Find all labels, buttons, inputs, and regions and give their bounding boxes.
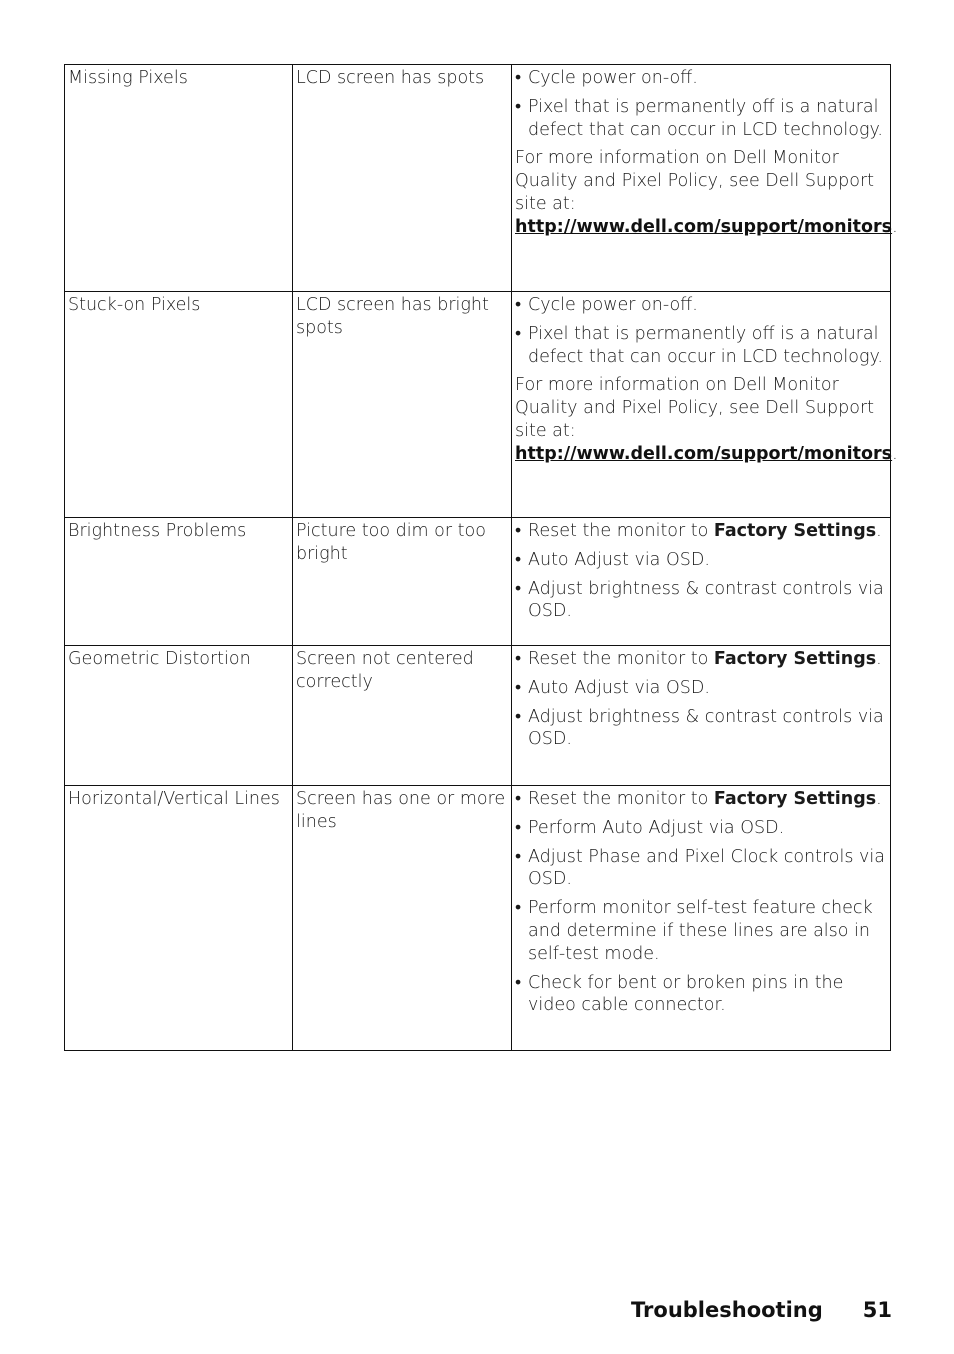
dell-support-link[interactable]: http://www.dell.com/support/monitors: [515, 443, 893, 464]
page-footer: [631, 1298, 892, 1322]
reset-suffix: .: [876, 789, 882, 809]
solution-cell: [512, 65, 898, 292]
solution-item: • Auto Adjust via OSD.: [515, 549, 887, 572]
solution-cell: [512, 646, 891, 786]
solution-item: • Cycle power on-off.: [515, 67, 887, 90]
more-info-label: For more information on Dell Monitor Quality and Pixel Policy, see Dell Support site at:: [515, 375, 875, 441]
symptom-cell: Picture too dim or too bright: [293, 518, 512, 646]
common-problem-cell: Brightness Problems: [65, 518, 293, 646]
table-row: [65, 518, 891, 646]
common-problem-cell: Geometric Distortion: [65, 646, 293, 786]
troubleshooting-table: [64, 64, 898, 1051]
solution-list: [515, 648, 887, 751]
solution-item: • Adjust Phase and Pixel Clock controls via OSD.: [515, 846, 887, 892]
common-problem-cell: Missing Pixels: [65, 65, 293, 292]
solution-item: [515, 648, 887, 671]
solution-cell: [512, 518, 891, 646]
reset-prefix: Reset the monitor to: [528, 789, 714, 809]
solution-item: • Perform monitor self-test feature check and determine if these lines are also in self-test mode.: [515, 897, 887, 965]
symptom-cell: LCD screen has bright spots: [293, 292, 512, 518]
table-row: [65, 65, 891, 292]
solution-item: [515, 520, 887, 543]
solution-item: • Pixel that is permanently off is a natural defect that can occur in LCD technology.: [515, 323, 887, 369]
solution-item: • Adjust brightness & contrast controls via OSD.: [515, 706, 887, 752]
table-row: [65, 786, 891, 1051]
factory-settings-label: Factory Settings: [713, 789, 877, 809]
solution-list: [515, 294, 887, 368]
solution-item: • Perform Auto Adjust via OSD.: [515, 817, 887, 840]
common-problem-cell: Stuck-on Pixels: [65, 292, 293, 518]
solution-item: • Cycle power on-off.: [515, 294, 887, 317]
more-info-text: [515, 374, 898, 465]
solution-item: • Auto Adjust via OSD.: [515, 677, 887, 700]
solution-list: [515, 67, 887, 141]
reset-suffix: .: [876, 649, 882, 669]
link-suffix: .: [892, 443, 898, 464]
symptom-cell: Screen has one or more lines: [293, 786, 512, 1051]
page-number: 51: [862, 1298, 892, 1322]
link-suffix: .: [892, 216, 898, 237]
solution-cell: [512, 786, 891, 1051]
solution-cell: [512, 292, 898, 518]
solution-item: [515, 788, 887, 811]
solution-list: [515, 520, 887, 623]
symptom-cell: LCD screen has spots: [293, 65, 512, 292]
reset-suffix: .: [876, 521, 882, 541]
common-problem-cell: Horizontal/Vertical Lines: [65, 786, 293, 1051]
more-info-label: For more information on Dell Monitor Quality and Pixel Policy, see Dell Support site at:: [515, 148, 875, 214]
table-row: [65, 292, 891, 518]
section-title: Troubleshooting: [631, 1298, 823, 1322]
solution-item: • Check for bent or broken pins in the video cable connector.: [515, 972, 887, 1018]
solution-list: [515, 788, 887, 1017]
solution-item: • Pixel that is permanently off is a natural defect that can occur in LCD technology.: [515, 96, 887, 142]
solution-item: • Adjust brightness & contrast controls via OSD.: [515, 578, 887, 624]
table-row: [65, 646, 891, 786]
dell-support-link[interactable]: http://www.dell.com/support/monitors: [515, 216, 893, 237]
factory-settings-label: Factory Settings: [713, 649, 877, 669]
symptom-cell: Screen not centered correctly: [293, 646, 512, 786]
reset-prefix: Reset the monitor to: [528, 649, 714, 669]
more-info-text: [515, 147, 898, 238]
factory-settings-label: Factory Settings: [713, 521, 877, 541]
reset-prefix: Reset the monitor to: [528, 521, 714, 541]
